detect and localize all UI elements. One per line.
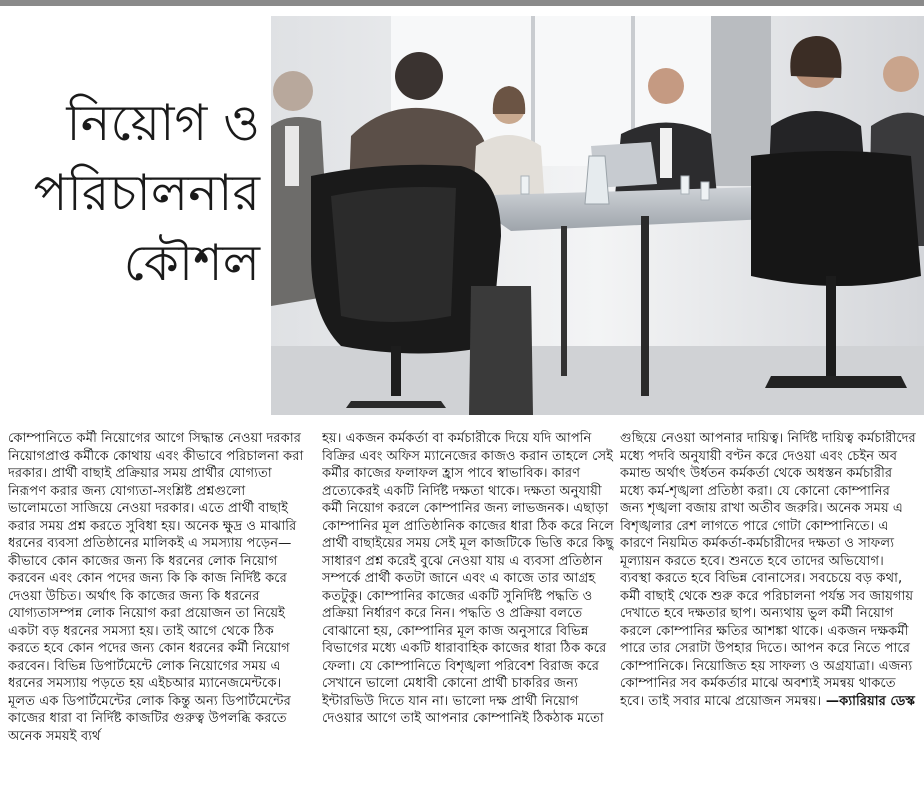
article-column-3-paragraph [620,430,916,710]
article-column-1-text: কোম্পানিতে কর্মী নিয়োগের আগে সিদ্ধান্ত নেওয়া দরকার নিয়োগপ্রাপ্ত কর্মীকে কোথায় এবং কীভাবে পরিচালনা করা দরকার। প্রার্থী বাছাই প্রক্রিয়ার সময় প্রার্থীর যোগ্যতা নিরূপণ করার জন্য যোগ্যতা-সংশ্লিষ্ট প্রশ্নগুলো ভালোমতো সাজিয়ে নেওয়া দরকার। এতে প্রার্থী বাছাই করার সময় প্রশ্ন করতে সুবিধা হয়। অনেক ক্ষুদ্র ও মাঝারি ধরনের ব্যবসা প্রতিষ্ঠানের মালিকই এ সমস্যায় পড়েন— কীভাবে কোন কাজের জন্য কি ধরনের লোক নিয়োগ করবেন এবং কোন পদের জন্য কি কি কাজ নির্দিষ্ট করে দেওয়া উচিত। অর্থাৎ কি কাজের জন্য কি ধরনের যোগ্যতাসম্পন্ন লোক নিয়োগ করা প্রয়োজন তা নিয়েই একটা বড় ধরনের সমস্যা হয়। তাই আগে থেকে ঠিক করতে হবে কোন পদের জন্য কোন ধরনের কর্মী নিয়োগ করবেন। বিভিন্ন ডিপার্টমেন্টে লোক নিয়োগের সময় এ ধরনের সমস্যায় পড়তে হয় এইচআর ম্যানেজমেন্টকে। মূলত এক ডিপার্টমেন্টের লোক কিন্তু অন্য ডিপার্টমেন্টের কাজের ধারা বা নির্দিষ্ট কাজটির গুরুত্ব উপলব্ধি করতে অনেক সময়ই ব্যর্থ [8,431,304,744]
top-rule [0,0,924,6]
article-column-1 [8,430,304,801]
article-column-2-text: হয়। একজন কর্মকর্তা বা কর্মচারীকে দিয়ে যদি আপনি বিক্রির এবং অফিস ম্যানেজের কাজও করান তাহলে সেই কর্মীর কাজের ফলাফল হ্রাস পাবে স্বাভাবিক। কারণ প্রত্যেকেরই একটি নির্দিষ্ট দক্ষতা থাকে। দক্ষতা অনুযায়ী কর্মী নিয়োগ করলে কোম্পানির জন্য লাভজনক। এছাড়া কোম্পানির মূল প্রাতিষ্ঠানিক কাজের ধারা ঠিক করে নিলে প্রার্থী বাছাইয়ের সময় সেই মূল কাজটিকে ভিত্তি করে কিছু সাধারণ প্রশ্ন করেই বুঝে নেওয়া যায় এ ব্যবসা প্রতিষ্ঠান সম্পর্কে প্রার্থী কতটা জানে এবং এ কাজে তার আগ্রহ কতটুকু। কোম্পানির কাজের একটি সুনির্দিষ্ট পদ্ধতি ও প্রক্রিয়া নির্ধারণ করে নিন। পদ্ধতি ও প্রক্রিয়া বলতে বোঝানো হয়, কোম্পানির মূল কাজ অনুসারে বিভিন্ন বিভাগের মধ্যে একটি ধারাবাহিক কাজের ধারা ঠিক করে ফেলা। যে কোম্পানিতে বিশৃঙ্খলা পরিবেশ বিরাজ করে সেখানে ভালো মেধাবী কোনো প্রার্থী চাকরির জন্য ইন্টারভিউ দিতে যান না। ভালো দক্ষ প্রার্থী নিয়োগ দেওয়ার আগে তাই আপনার কোম্পানিই ঠিকঠাক মতো [322,431,614,726]
byline: —ক্যারিয়ার ডেস্ক [821,693,915,709]
article-column-3-text: গুছিয়ে নেওয়া আপনার দায়িত্ব। নির্দিষ্ট দায়িত্ব কর্মচারীদের মধ্যে পদবি অনুযায়ী বণ্টন করে দেওয়া এবং চেইন অব কমান্ড অর্থাৎ উর্ধতন কর্মকর্তা থেকে অধস্তন কর্মচারীর মধ্যে কর্ম-শৃঙ্খলা প্রতিষ্ঠা করা। যে কোনো কোম্পানির জন্য শৃঙ্খলা বজায় রাখা অতীব জরুরি। অনেক সময় এ বিশৃঙ্খলার রেশ লাগতে পারে গোটা কোম্পানিতে। এ কারণে নিয়মিত কর্মকর্তা-কর্মচারীদের দক্ষতা ও সাফল্য মূল্যায়ন করতে হবে। শুনতে হবে তাদের অভিযোগ। ব্যবস্থা করতে হবে বিভিন্ন বোনাসের। সবচেয়ে বড় কথা, কর্মী বাছাই থেকে শুরু করে পরিচালনা পর্যন্ত সব জায়গায় দেখাতে হবে দক্ষতার ছাপ। অন্যথায় ভুল কর্মী নিয়োগ করলে কোম্পানির ক্ষতির আশঙ্কা থাকে। একজন দক্ষকর্মী পারে তার সেরাটা উপহার দিতে। আপন করে নিতে পারে কোম্পানিকে। নিয়োজিত হয় সাফল্য ও অগ্রযাত্রা। এজন্য কোম্পানির সব কর্মকর্তার মাঝে অবশ্যই সমন্বয় থাকতে হবে। তাই সবার মাঝে প্রয়োজন সমন্বয়। [620,431,916,709]
business-meeting-photo [271,16,924,415]
headline-line-3: কৌশল [123,234,260,292]
headline [8,88,260,298]
article-body [0,430,924,801]
article-column-2 [322,430,618,801]
headline-line-2: পরিচালনার [33,164,260,222]
article-column-3 [620,430,916,801]
headline-line-1: নিয়োগ ও [66,94,260,152]
